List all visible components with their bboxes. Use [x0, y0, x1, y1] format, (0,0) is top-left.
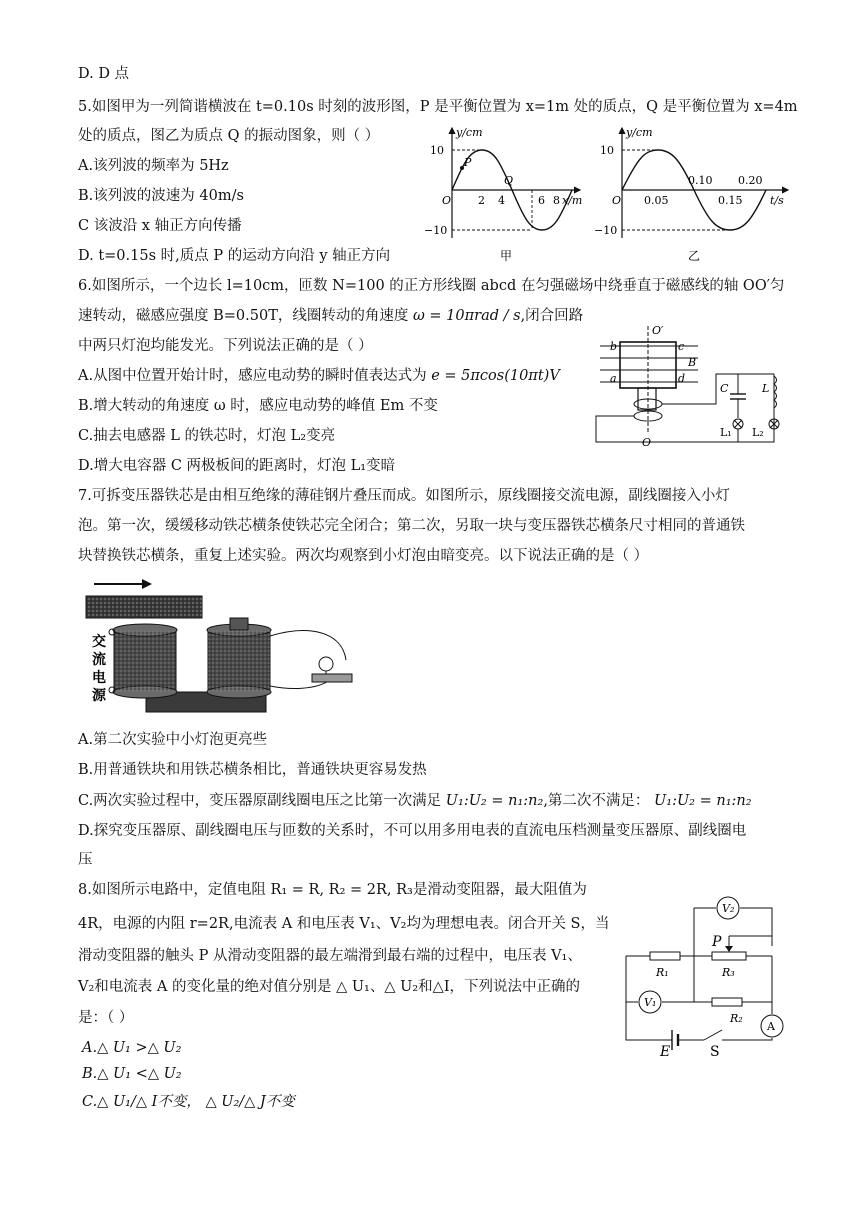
q7-option-c-mid: ,第二次不满足： — [543, 793, 655, 809]
q8-fig-a: A — [767, 1020, 775, 1033]
q7-figure-transformer — [80, 574, 370, 724]
q8-option-a: A.△ U₁ >△ U₂ — [82, 1040, 182, 1056]
q5b-xtick-010: 0.10 — [688, 174, 713, 187]
q5b-xtick-020: 0.20 — [738, 174, 763, 187]
q8-stem-line1: 8.如图所示电路中，定值电阻 R₁ = R, R₂ = 2R, R₃是滑动变阻器，最大阻值为 — [78, 882, 587, 898]
q5a-xtick-4: 4 — [498, 194, 505, 207]
q5b-caption: 乙 — [688, 249, 701, 263]
q6-figure-generator — [592, 320, 792, 450]
q7-option-c — [78, 791, 752, 811]
q8-stem-line4: V₂和电流表 A 的变化量的绝对值分别是 △ U₁、△ U₂和△I，下列说法中正确的 — [78, 979, 581, 995]
q6-fig-o: O — [642, 436, 652, 449]
q7-option-d-line1: D.探究变压器原、副线圈电压与匝数的关系时，不可以用多用电表的直流电压档测量变压器原、副线圈电 — [78, 823, 747, 839]
q5-option-d: D. t=0.15s 时,质点 P 的运动方向沿 y 轴正方向 — [78, 248, 391, 264]
q6-fig-l-label: L — [762, 382, 770, 395]
q6-fig-b-field: B — [688, 356, 697, 369]
q5-option-b: B.该列波的波速为 40m/s — [78, 188, 244, 204]
q7-source-label-4: 源 — [92, 688, 106, 704]
q6-option-d: D.增大电容器 C 两极板间的距离时，灯泡 L₁变暗 — [78, 458, 396, 474]
q6-stem-line3: 中两只灯泡均能发光。下列说法正确的是（ ） — [78, 338, 373, 354]
q8-fig-s: S — [710, 1044, 720, 1060]
q7-source-label-2: 流 — [92, 652, 106, 668]
q4-option-d: D. D 点 — [78, 66, 130, 82]
q6-fig-oprime: O′ — [652, 324, 664, 337]
q5a-xtick-8: 8 — [553, 194, 560, 207]
q6-fig-b: b — [610, 340, 618, 353]
q6-fig-l2: L₂ — [752, 426, 764, 439]
q8-fig-p: P — [712, 934, 722, 950]
q5b-xtick-015: 0.15 — [718, 194, 743, 207]
q7-source-label-3: 电 — [92, 670, 106, 686]
q6-stem-line1: 6.如图所示，一个边长 l=10cm，匝数 N=100 的正方形线圈 abcd 在匀强磁场中绕垂直于磁感线的轴 OO′匀 — [78, 278, 785, 294]
q5a-xtick-2: 2 — [478, 194, 485, 207]
q6-fig-d: d — [678, 372, 686, 385]
q5a-caption: 甲 — [500, 249, 513, 263]
q5-stem-line1: 5.如图甲为一列简谐横波在 t=0.10s 时刻的波形图，P 是平衡位置为 x=1m 处的质点，Q 是平衡位置为 x=4m — [78, 99, 798, 115]
q5-stem-line2: 处的质点，图乙为质点 Q 的振动图象，则（ ） — [78, 128, 380, 144]
q8-stem-line2: 4R，电源的内阻 r=2R,电流表 A 和电压表 V₁、V₂均为理想电表。闭合开关 S，当 — [78, 916, 610, 932]
q6-fig-l1: L₁ — [720, 426, 732, 439]
q5b-xlabel: t/s — [770, 194, 784, 207]
q6-fig-c-label: C — [720, 382, 729, 395]
q8-fig-v2: V₂ — [722, 902, 735, 915]
q6-fig-c: c — [678, 340, 685, 353]
q5a-xlabel: x/m — [562, 194, 583, 207]
q7-option-b: B.用普通铁块和用铁芯横条相比，普通铁块更容易发热 — [78, 762, 427, 778]
q5a-ytick-top: 10 — [430, 144, 444, 157]
q6-option-a — [78, 366, 560, 386]
q6-stem-line2-b: ,闭合回路 — [520, 308, 584, 324]
q6-stem-line2-a: 速转动，磁感应强度 B=0.50T，线圈转动的角速度 — [78, 308, 413, 324]
q6-option-a-text: A.从图中位置开始计时，感应电动势的瞬时值表达式为 — [78, 368, 432, 384]
q5b-ytick-top: 10 — [600, 144, 614, 157]
q8-stem-line3: 滑动变阻器的触头 P 从滑动变阻器的最左端滑到最右端的过程中，电压表 V₁、 — [78, 948, 582, 964]
q8-fig-r3: R₃ — [722, 966, 735, 979]
q6-option-c: C.抽去电感器 L 的铁芯时，灯泡 L₂变亮 — [78, 428, 336, 444]
q5b-ylabel: y/cm — [626, 126, 653, 139]
q7-option-c-text: C.两次实验过程中，变压器原副线圈电压之比第一次满足 — [78, 793, 446, 809]
q7-source-label-1: 交 — [92, 634, 106, 650]
q5a-origin: O — [442, 194, 452, 207]
q5a-point-p: P — [464, 156, 472, 169]
q7-stem-line1: 7.可拆变压器铁芯是由相互绝缘的薄硅钢片叠压而成。如图所示，原线圈接交流电源，副线圈接入小灯 — [78, 488, 730, 504]
q5-figure-vibration — [592, 120, 792, 270]
q7-option-d-line2: 压 — [78, 852, 93, 868]
q6-option-a-formula: e = 5πcos(10πt)V — [431, 368, 560, 384]
q8-fig-v1: V₁ — [644, 996, 657, 1009]
q8-option-c: C.△ U₁/△ I不变， △ U₂/△ J不变 — [82, 1094, 295, 1110]
q8-fig-e: E — [660, 1044, 671, 1060]
q6-omega-formula: ω = 10πrad / s — [412, 308, 521, 324]
q8-fig-r1: R₁ — [656, 966, 669, 979]
q6-fig-a: a — [610, 372, 617, 385]
q6-option-b: B.增大转动的角速度 ω 时，感应电动势的峰值 Em 不变 — [78, 398, 438, 414]
q7-option-c-eq2: U₁:U₂ = n₁:n₂ — [654, 793, 752, 809]
q5b-ytick-bottom: −10 — [594, 224, 618, 237]
q5a-ytick-bottom: −10 — [424, 224, 448, 237]
q7-option-c-eq1: U₁:U₂ = n₁:n₂ — [445, 793, 544, 809]
q8-figure-circuit — [612, 890, 792, 1060]
q5b-origin: O — [612, 194, 622, 207]
q7-option-a: A.第二次实验中小灯泡更亮些 — [78, 732, 268, 748]
q5a-point-q: Q — [504, 174, 514, 187]
q5a-xtick-6: 6 — [538, 194, 545, 207]
q8-fig-r2: R₂ — [730, 1012, 743, 1025]
q7-stem-line2: 泡。第一次，缓缓移动铁芯横条使铁芯完全闭合；第二次，另取一块与变压器铁芯横条尺寸相同的普通铁 — [78, 518, 745, 534]
q6-stem-line2 — [78, 306, 583, 326]
q5a-ylabel: y/cm — [456, 126, 483, 139]
q5-option-c: C 该波沿 x 轴正方向传播 — [78, 218, 242, 234]
q8-stem-line5: 是：（ ） — [78, 1010, 134, 1026]
q5-option-a: A.该列波的频率为 5Hz — [78, 158, 229, 174]
q7-stem-line3: 块替换铁芯横条，重复上述实验。两次均观察到小灯泡由暗变亮。以下说法正确的是（ ） — [78, 548, 649, 564]
q5-figure-wave — [418, 120, 588, 270]
q5b-xtick-005: 0.05 — [644, 194, 669, 207]
q8-option-b: B.△ U₁ <△ U₂ — [82, 1066, 182, 1082]
